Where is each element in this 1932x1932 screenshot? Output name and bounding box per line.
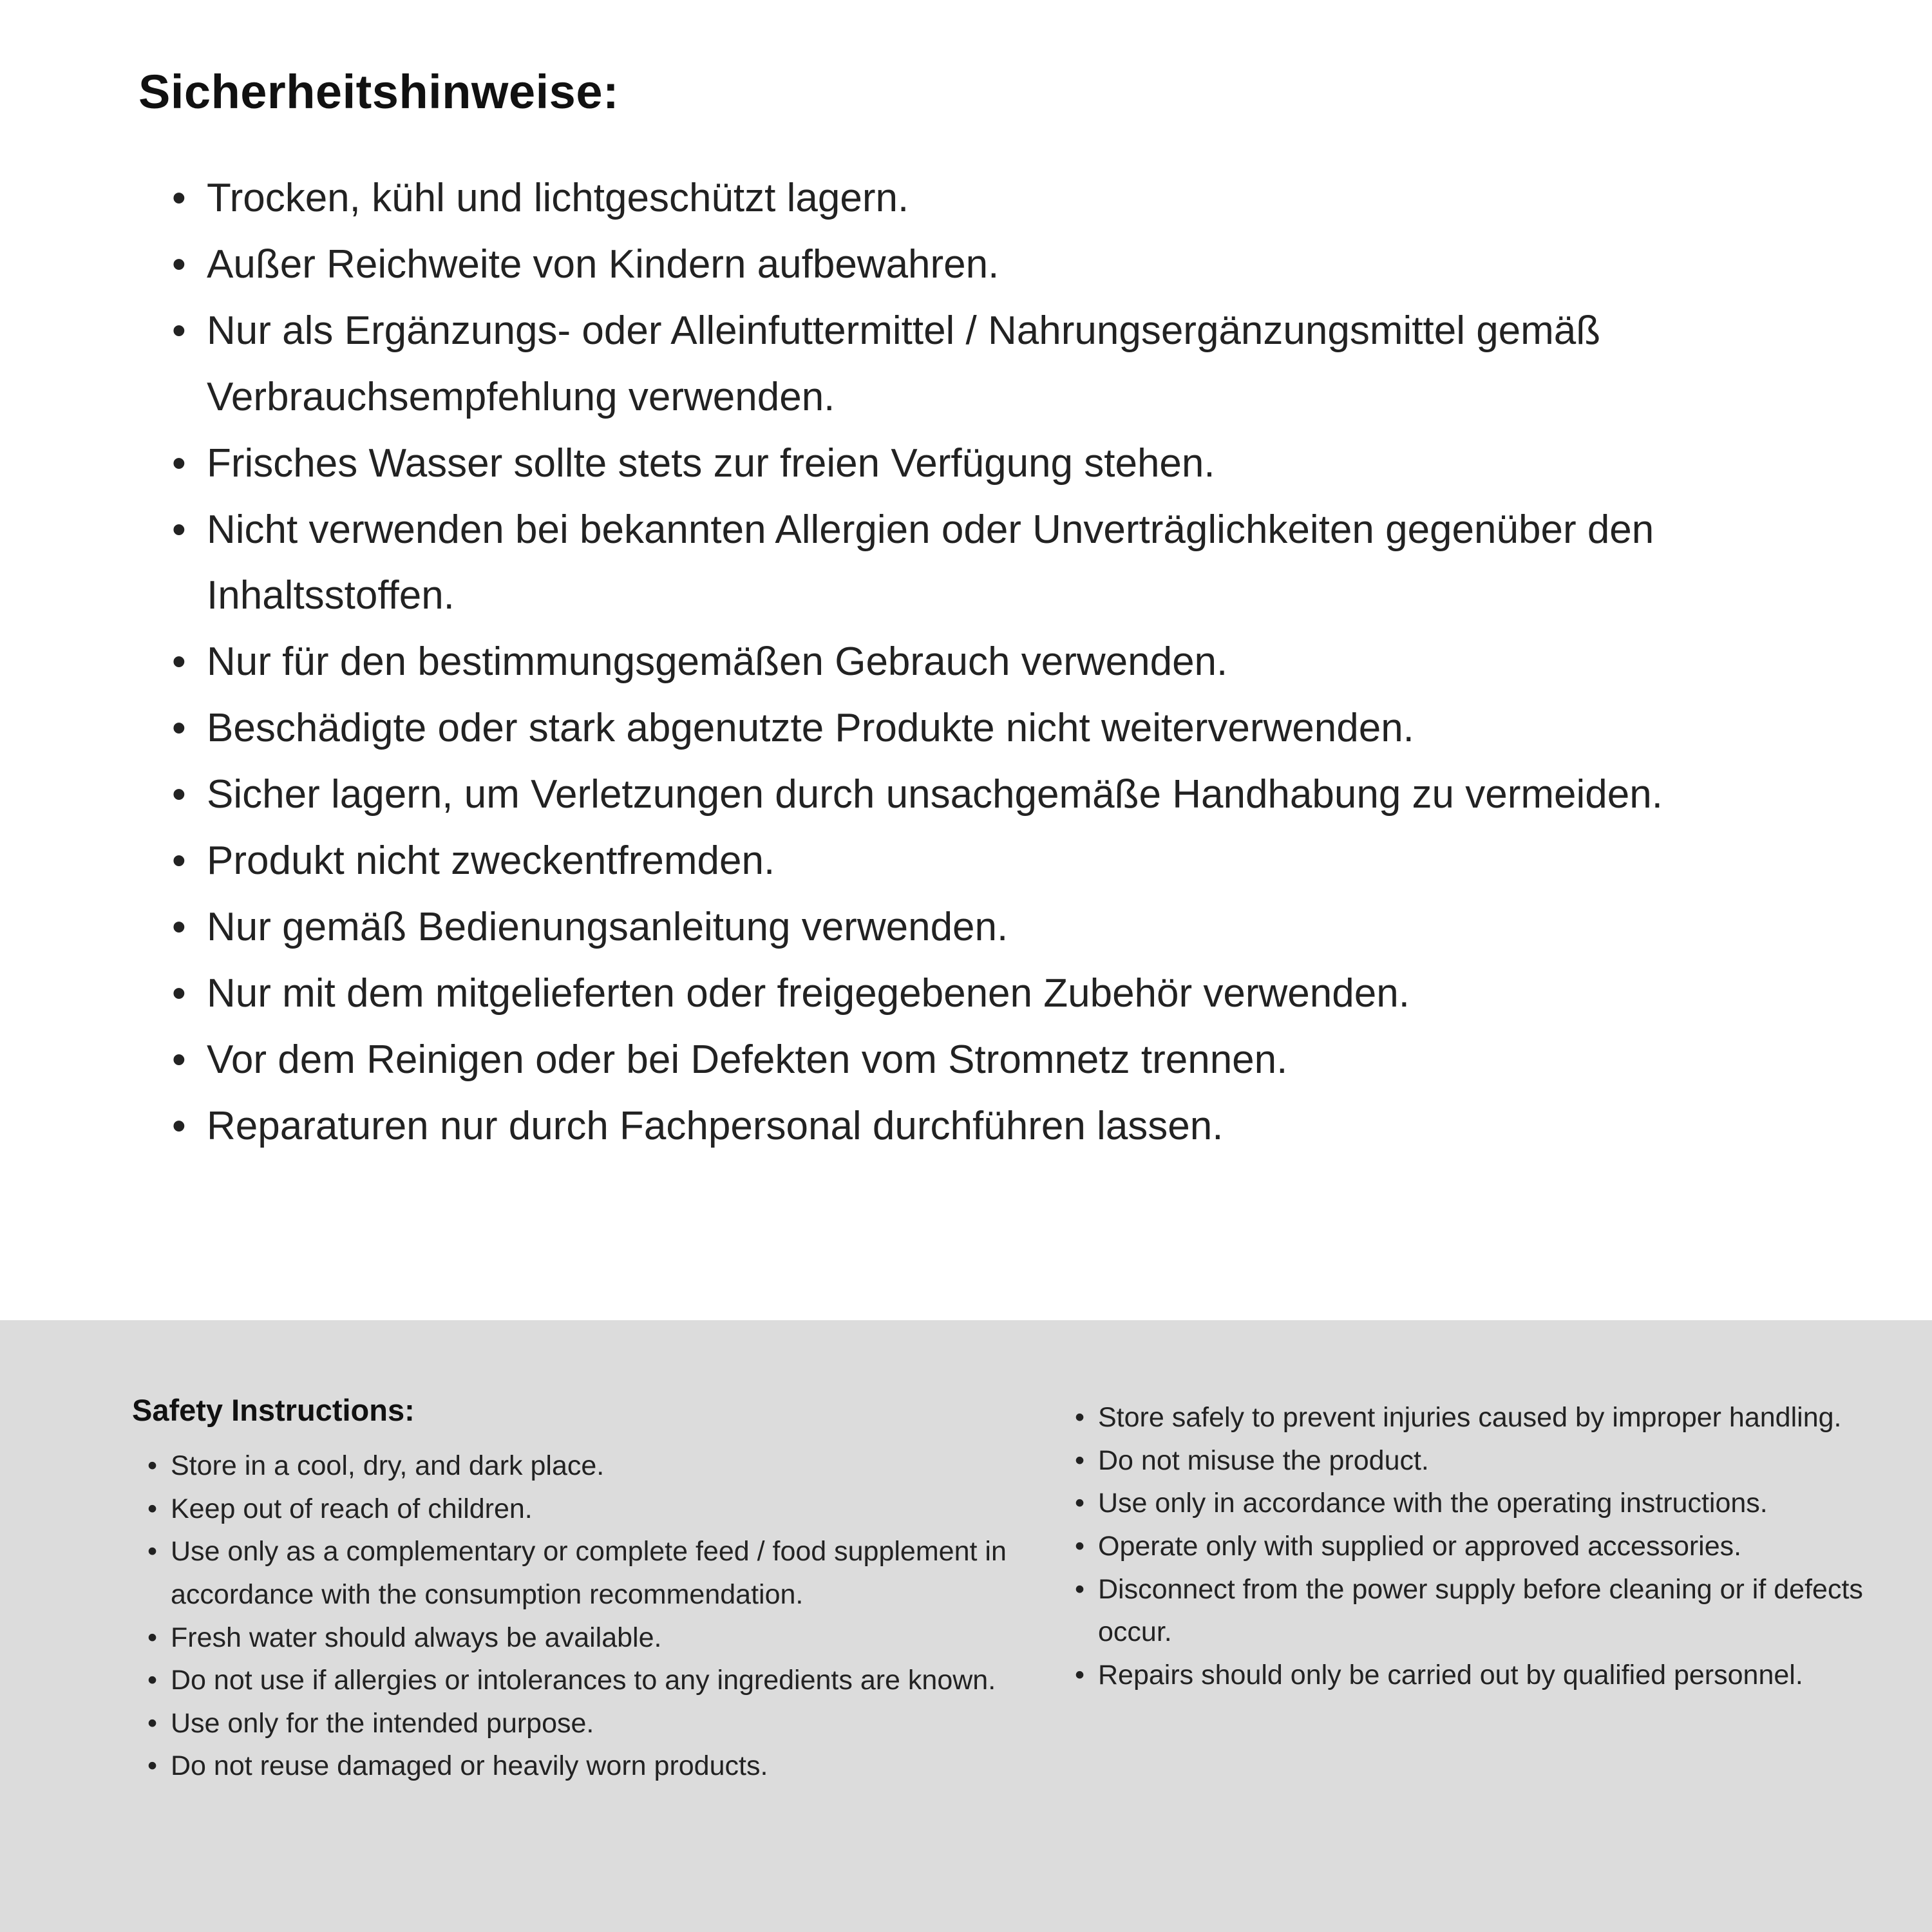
english-safety-item: • Store safely to prevent injuries caused by improper handling. [1059,1396,1884,1439]
german-safety-item: • Nur als Ergänzungs- oder Alleinfuttermittel / Nahrungsergänzungsmittel gemäß Verbrauchsempfehlung verwenden. [138,298,1787,431]
english-safety-item: • Disconnect from the power supply before cleaning or if defects occur. [1059,1568,1884,1654]
german-safety-item: • Nur mit dem mitgelieferten oder freigegebenen Zubehör verwenden. [138,961,1787,1027]
german-safety-item: • Trocken, kühl und lichtgeschützt lagern. [138,166,1787,232]
german-safety-item: • Nicht verwenden bei bekannten Allergien oder Unverträglichkeiten gegenüber den Inhaltsstoffen. [138,497,1787,630]
english-safety-item: • Do not reuse damaged or heavily worn products. [132,1745,1021,1788]
english-safety-item: • Do not misuse the product. [1059,1439,1884,1482]
german-safety-item: • Sicher lagern, um Verletzungen durch unsachgemäße Handhabung zu vermeiden. [138,762,1787,828]
english-safety-item: • Use only as a complementary or complete feed / food supplement in accordance with the consumption recommendation. [132,1530,1021,1616]
english-safety-item: • Keep out of reach of children. [132,1488,1021,1531]
german-safety-item: • Vor dem Reinigen oder bei Defekten vom Stromnetz trennen. [138,1027,1787,1094]
english-safety-section [0,1320,1932,1932]
english-safety-list-right [1059,1396,1884,1696]
english-safety-item: • Operate only with supplied or approved accessories. [1059,1525,1884,1568]
english-safety-item: • Repairs should only be carried out by qualified personnel. [1059,1654,1884,1697]
english-left-column [132,1392,1021,1788]
german-safety-item: • Außer Reichweite von Kindern aufbewahren. [138,232,1787,298]
english-safety-item: • Use only in accordance with the operating instructions. [1059,1482,1884,1525]
german-safety-item: • Nur für den bestimmungsgemäßen Gebrauch verwenden. [138,629,1787,696]
english-safety-item: • Do not use if allergies or intolerances to any ingredients are known. [132,1659,1021,1702]
german-safety-item: • Reparaturen nur durch Fachpersonal durchführen lassen. [138,1094,1787,1160]
english-safety-item: • Fresh water should always be available. [132,1616,1021,1660]
english-safety-list-left [132,1444,1021,1788]
english-safety-item: • Store in a cool, dry, and dark place. [132,1444,1021,1488]
english-safety-item: • Use only for the intended purpose. [132,1702,1021,1745]
german-safety-item: • Produkt nicht zweckentfremden. [138,828,1787,895]
english-section-title: Safety Instructions: [132,1393,415,1427]
german-section-title: Sicherheitshinweise: [138,65,620,118]
german-safety-item: • Frisches Wasser sollte stets zur freien Verfügung stehen. [138,431,1787,497]
german-safety-list [138,166,1787,1160]
german-safety-item: • Beschädigte oder stark abgenutzte Produkte nicht weiterverwenden. [138,696,1787,762]
german-safety-item: • Nur gemäß Bedienungsanleitung verwenden. [138,895,1787,961]
english-right-column [1059,1392,1884,1696]
